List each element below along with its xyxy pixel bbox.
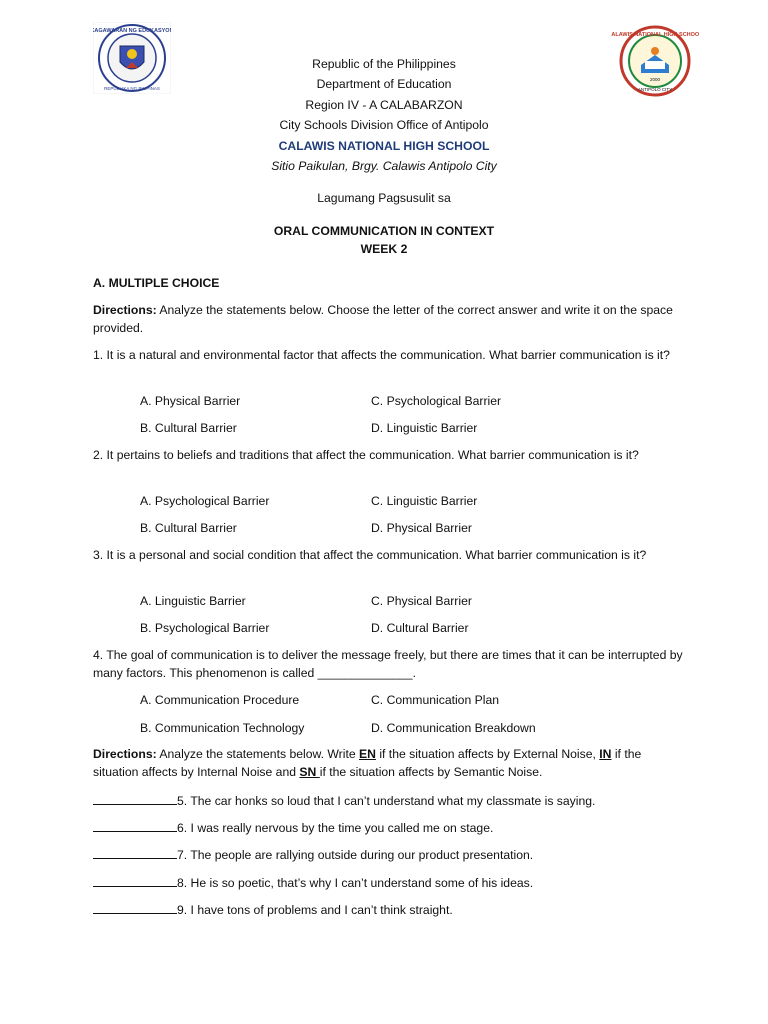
- list-item: 9. I have tons of problems and I can’t think straight.: [93, 901, 683, 920]
- q2-option-a: A. Psychological Barrier: [140, 494, 270, 508]
- q3-option-b: B. Psychological Barrier: [140, 621, 270, 635]
- section-b-directions: Directions: Analyze the statements below. Write EN if the situation affects by External Noise, IN if the situation affects by Internal Noise and SN if the situation affects by Semantic Noise.: [93, 747, 642, 779]
- q2-option-c: C. Linguistic Barrier: [371, 494, 478, 508]
- code-sn: SN: [299, 764, 320, 779]
- q2-option-b: B. Cultural Barrier: [140, 521, 237, 535]
- q3-option-c: C. Physical Barrier: [371, 594, 472, 608]
- q4-option-b: B. Communication Technology: [140, 721, 305, 735]
- list-item: 7. The people are rallying outside during our product presentation.: [93, 846, 683, 865]
- subject-title: ORAL COMMUNICATION IN CONTEXT: [273, 224, 495, 238]
- code-en: EN: [359, 747, 376, 761]
- quiz-title: Lagumang Pagsusulit sa: [317, 191, 451, 205]
- answer-blank[interactable]: [93, 792, 177, 805]
- directions-label: Directions:: [93, 747, 157, 761]
- question-1: 1. It is a natural and environmental factor that affects the communication. What barrier communication is it?: [93, 348, 670, 362]
- section-a-title: A. MULTIPLE CHOICE: [93, 276, 220, 290]
- answer-blank[interactable]: [93, 874, 177, 887]
- list-item: 8. He is so poetic, that’s why I can’t understand some of his ideas.: [93, 874, 683, 893]
- header-deped: Department of Education: [316, 77, 452, 91]
- q3-option-a: A. Linguistic Barrier: [140, 594, 246, 608]
- list-item: 6. I was really nervous by the time you called me on stage.: [93, 819, 683, 838]
- q4-option-a: A. Communication Procedure: [140, 693, 300, 707]
- q1-option-a: A. Physical Barrier: [140, 394, 241, 408]
- header-region: Region IV - A CALABARZON: [305, 98, 463, 112]
- q2-option-d: D. Physical Barrier: [371, 521, 472, 535]
- svg-text:ANTIPOLO CITY: ANTIPOLO CITY: [637, 87, 673, 92]
- q1-option-c: C. Psychological Barrier: [371, 394, 502, 408]
- answer-blank[interactable]: [93, 819, 177, 832]
- directions-label: Directions:: [93, 303, 157, 317]
- school-name: CALAWIS NATIONAL HIGH SCHOOL: [278, 139, 490, 153]
- directions-text: Analyze the statements below. Choose the letter of the correct answer and write it on the space provided.: [93, 303, 673, 335]
- answer-blank[interactable]: [93, 846, 177, 859]
- q4-option-d: D. Communication Breakdown: [371, 721, 536, 735]
- question-2: 2. It pertains to beliefs and traditions that affect the communication. What barrier communication is it?: [93, 448, 639, 462]
- week-title: WEEK 2: [360, 242, 408, 256]
- question-4: 4. The goal of communication is to deliver the message freely, but there are times that it can be interrupted by many factors. This phenomenon is called ______________.: [93, 648, 683, 680]
- answer-blank[interactable]: [93, 901, 177, 914]
- q1-option-d: D. Linguistic Barrier: [371, 421, 478, 435]
- svg-text:KAGAWARAN NG EDUKASYON: KAGAWARAN NG EDUKASYON: [93, 28, 171, 34]
- q4-option-c: C. Communication Plan: [371, 693, 500, 707]
- code-in: IN: [599, 747, 612, 761]
- svg-text:2000: 2000: [649, 77, 661, 82]
- svg-text:CALAWIS NATIONAL HIGH SCHOOL: CALAWIS NATIONAL HIGH SCHOOL: [611, 32, 699, 38]
- q1-option-b: B. Cultural Barrier: [140, 421, 237, 435]
- header-division: City Schools Division Office of Antipolo: [279, 118, 489, 132]
- school-address: Sitio Paikulan, Brgy. Calawis Antipolo City: [271, 159, 497, 173]
- section-a-directions: [93, 302, 683, 337]
- q3-option-d: D. Cultural Barrier: [371, 621, 469, 635]
- question-3: 3. It is a personal and social condition that affect the communication. What barrier communication is it?: [93, 548, 647, 562]
- svg-text:REPUBLIKA NG PILIPINAS: REPUBLIKA NG PILIPINAS: [104, 86, 160, 91]
- header-republic: Republic of the Philippines: [312, 57, 456, 71]
- list-item: 5. The car honks so loud that I can’t understand what my classmate is saying.: [93, 792, 683, 811]
